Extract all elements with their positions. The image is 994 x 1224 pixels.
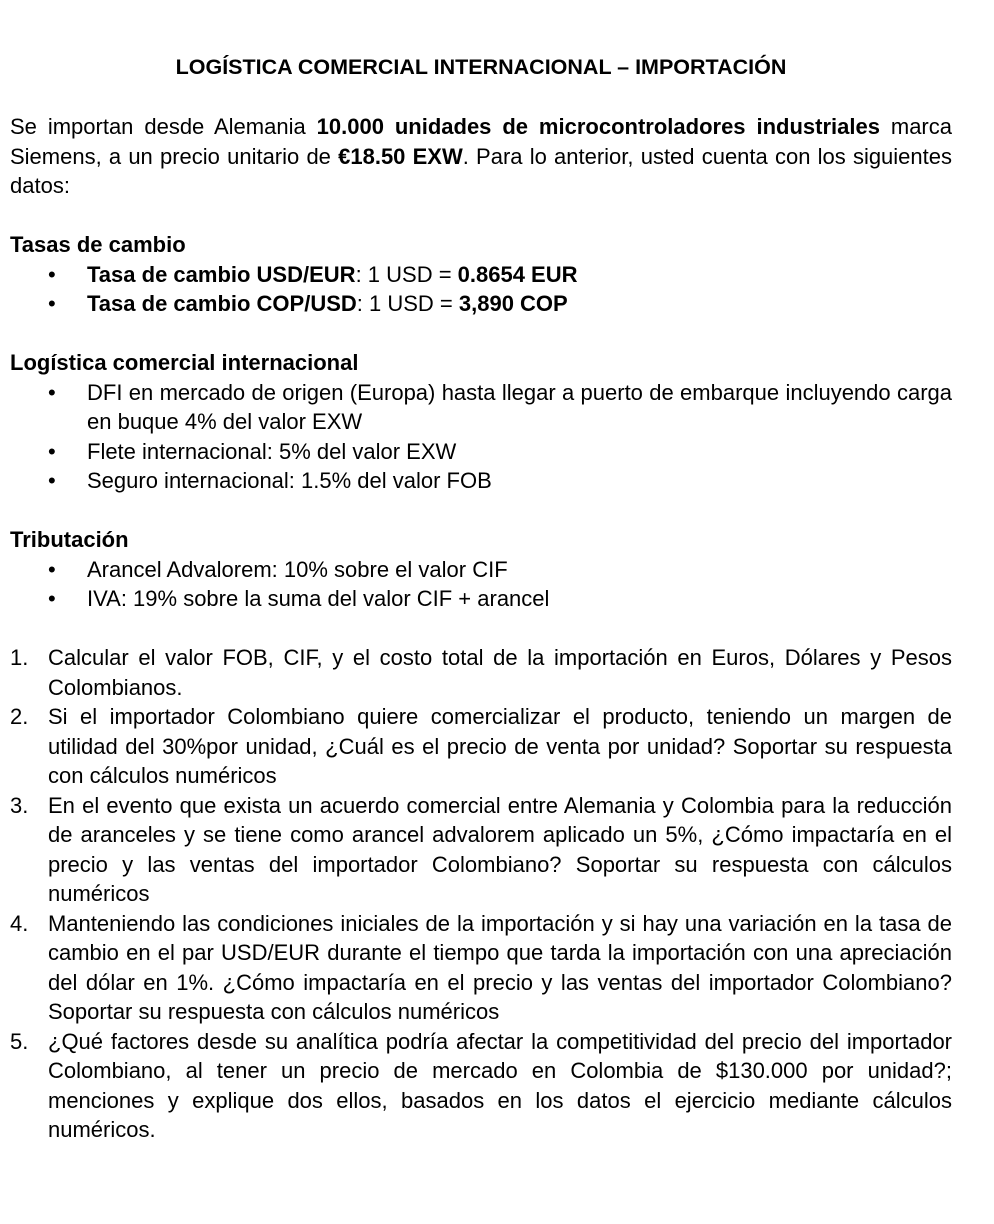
question-item <box>10 1027 952 1145</box>
section-heading: Tasas de cambio <box>10 232 186 257</box>
question-text: Si el importador Colombiano quiere comercializar el producto, teniendo un margen de utilidad del 30%por unidad, ¿Cuál es el precio de venta por unidad? Soportar su respuesta con cálculos numéricos <box>48 704 952 788</box>
bold-text: €18.50 EXW <box>338 143 463 169</box>
bullet-list <box>10 378 952 496</box>
text-segment: Flete internacional: 5% del valor EXW <box>87 438 457 464</box>
question-number: 2. <box>10 704 29 729</box>
bullet-item <box>10 555 952 585</box>
question-number: 5. <box>10 1028 29 1054</box>
text-segment: Se importan desde Alemania <box>10 114 317 139</box>
question-item <box>10 702 952 791</box>
text-segment: Arancel Advalorem: 10% sobre el valor CIF <box>87 556 508 582</box>
question-number: 4. <box>10 910 29 936</box>
bullet-list <box>10 260 952 319</box>
bold-text: Tasa de cambio COP/USD <box>87 291 357 316</box>
data-sections <box>10 201 952 614</box>
section-heading: Tributación <box>10 527 129 552</box>
bold-text: 10.000 unidades de microcontroladores industriales <box>316 114 880 139</box>
text-segment: Seguro internacional: 1.5% del valor FOB <box>87 468 492 493</box>
questions-list <box>10 643 952 1145</box>
bullet-item <box>10 437 952 467</box>
bullet-item <box>10 378 952 437</box>
bold-text: Tasa de cambio USD/EUR <box>87 261 356 287</box>
question-number: 1. <box>10 645 29 670</box>
text-segment: DFI en mercado de origen (Europa) hasta llegar a puerto de embarque incluyendo carga en buque 4% del valor EXW <box>87 379 952 434</box>
bold-text: 0.8654 EUR <box>457 261 578 287</box>
text-segment: . Para lo anterior, usted cuenta con los siguientes datos: <box>10 143 953 198</box>
bullet-item <box>10 584 952 614</box>
section-heading: Logística comercial internacional <box>10 350 359 375</box>
question-number: 3. <box>10 792 29 818</box>
intro-paragraph <box>10 112 952 201</box>
question-text: ¿Qué factores desde su analítica podría afectar la competitividad del precio del importador Colombiano, al tener un precio de mercado en Colombia de $130.000 por unidad?; menciones y explique dos ellos, basados en los datos el ejercicio mediante cálculos numéricos. <box>48 1028 952 1142</box>
document-title: LOGÍSTICA COMERCIAL INTERNACIONAL – IMPORTACIÓN <box>175 55 787 79</box>
text-segment: marca Siemens, a un precio unitario de <box>10 114 952 169</box>
text-segment: : 1 USD = <box>355 261 458 287</box>
question-item <box>10 643 952 702</box>
document-page <box>10 53 952 1145</box>
bullet-item <box>10 289 952 319</box>
bullet-list <box>10 555 952 614</box>
question-text: Calcular el valor FOB, CIF, y el costo total de la importación en Euros, Dólares y Pesos Colombianos. <box>48 645 952 700</box>
text-segment: : 1 USD = <box>356 291 459 316</box>
bold-text: 3,890 COP <box>458 291 568 316</box>
question-text: Manteniendo las condiciones iniciales de la importación y si hay una variación en la tasa de cambio en el par USD/EUR durante el tiempo que tarda la importación con una apreciación del dólar en 1%. ¿Cómo impactaría en el precio y las ventas del importador Colombiano? Soportar su respuesta con cálculos numéricos <box>48 910 952 1024</box>
question-item <box>10 909 952 1027</box>
question-text: En el evento que exista un acuerdo comercial entre Alemania y Colombia para la reducción de aranceles y se tiene como arancel advalorem aplicado un 5%, ¿Cómo impactaría en el precio y las ventas del importador Colombiano? Soportar su respuesta con cálculos numéricos <box>48 792 952 906</box>
bullet-item <box>10 466 952 496</box>
text-segment: IVA: 19% sobre la suma del valor CIF + arancel <box>87 586 550 611</box>
question-item <box>10 791 952 909</box>
bullet-item <box>10 260 952 290</box>
